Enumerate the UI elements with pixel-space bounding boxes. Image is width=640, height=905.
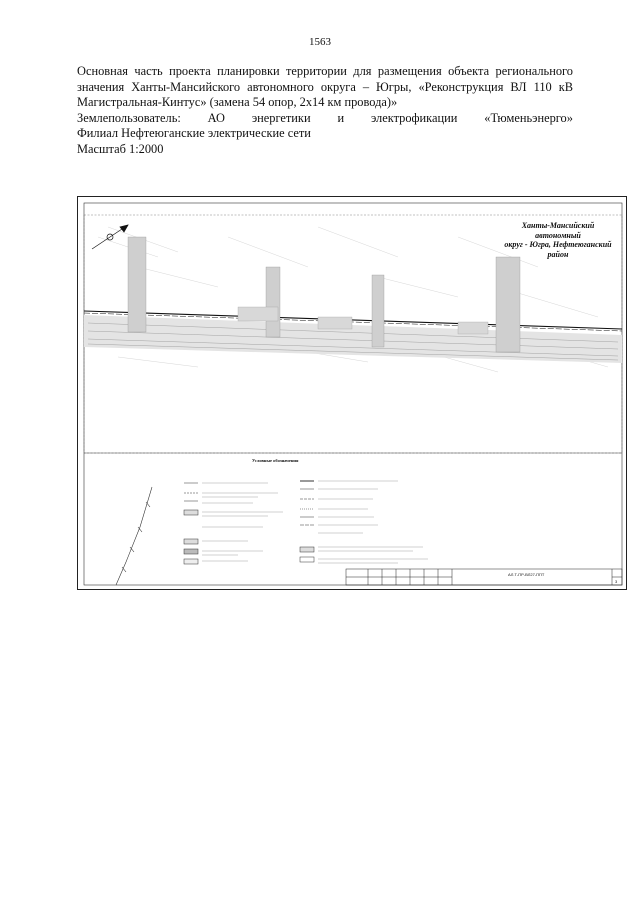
- legend-column-1: [184, 483, 198, 564]
- title-block: [346, 569, 622, 585]
- header-line-6: Масштаб 1:2000: [77, 141, 164, 156]
- document-header: [77, 64, 573, 157]
- landuser-word: электрофикации: [370, 110, 458, 125]
- landuser-word: энергетики: [251, 110, 311, 125]
- stamp-sheet-number: 3: [615, 579, 618, 584]
- header-line-3: Магистральная-Кинтус» (замена 54 опор, 2х14 км провода)»: [77, 95, 398, 109]
- landuser-word: Землепользователь:: [77, 110, 181, 125]
- north-arrow-icon: [92, 225, 128, 249]
- legend-column-1-text-lines: [202, 483, 283, 561]
- planning-drawing: [77, 196, 627, 590]
- legend-column-2: [300, 481, 314, 562]
- stamp-code: АЛ.Т-ПР-ВЛ27-ППТ: [508, 572, 545, 577]
- region-label: Ханты-Мансийский автономный округ - Югра, Нефтеюганский район: [504, 221, 612, 259]
- header-landuser-line: [77, 111, 573, 127]
- landuser-word: и: [337, 110, 345, 125]
- header-line-5: Филиал Нефтеюганские электрические сети: [77, 126, 311, 140]
- legend-column-2-text-lines: [318, 481, 428, 563]
- landuser-word: «Тюменьэнерго»: [484, 110, 573, 125]
- header-line-2: значения Ханты-Мансийского автономного округа – Югры, «Реконструкция ВЛ 110 кВ: [77, 79, 573, 94]
- route-inset-diagram: [116, 487, 152, 585]
- landuser-word: АО: [207, 110, 225, 125]
- page-number: 1563: [309, 36, 331, 48]
- inner-frame: [84, 203, 622, 585]
- header-line-1: Основная часть проекта планировки территории для размещения объекта регионального: [77, 64, 573, 78]
- legend-title: Условные обозначения: [252, 458, 299, 463]
